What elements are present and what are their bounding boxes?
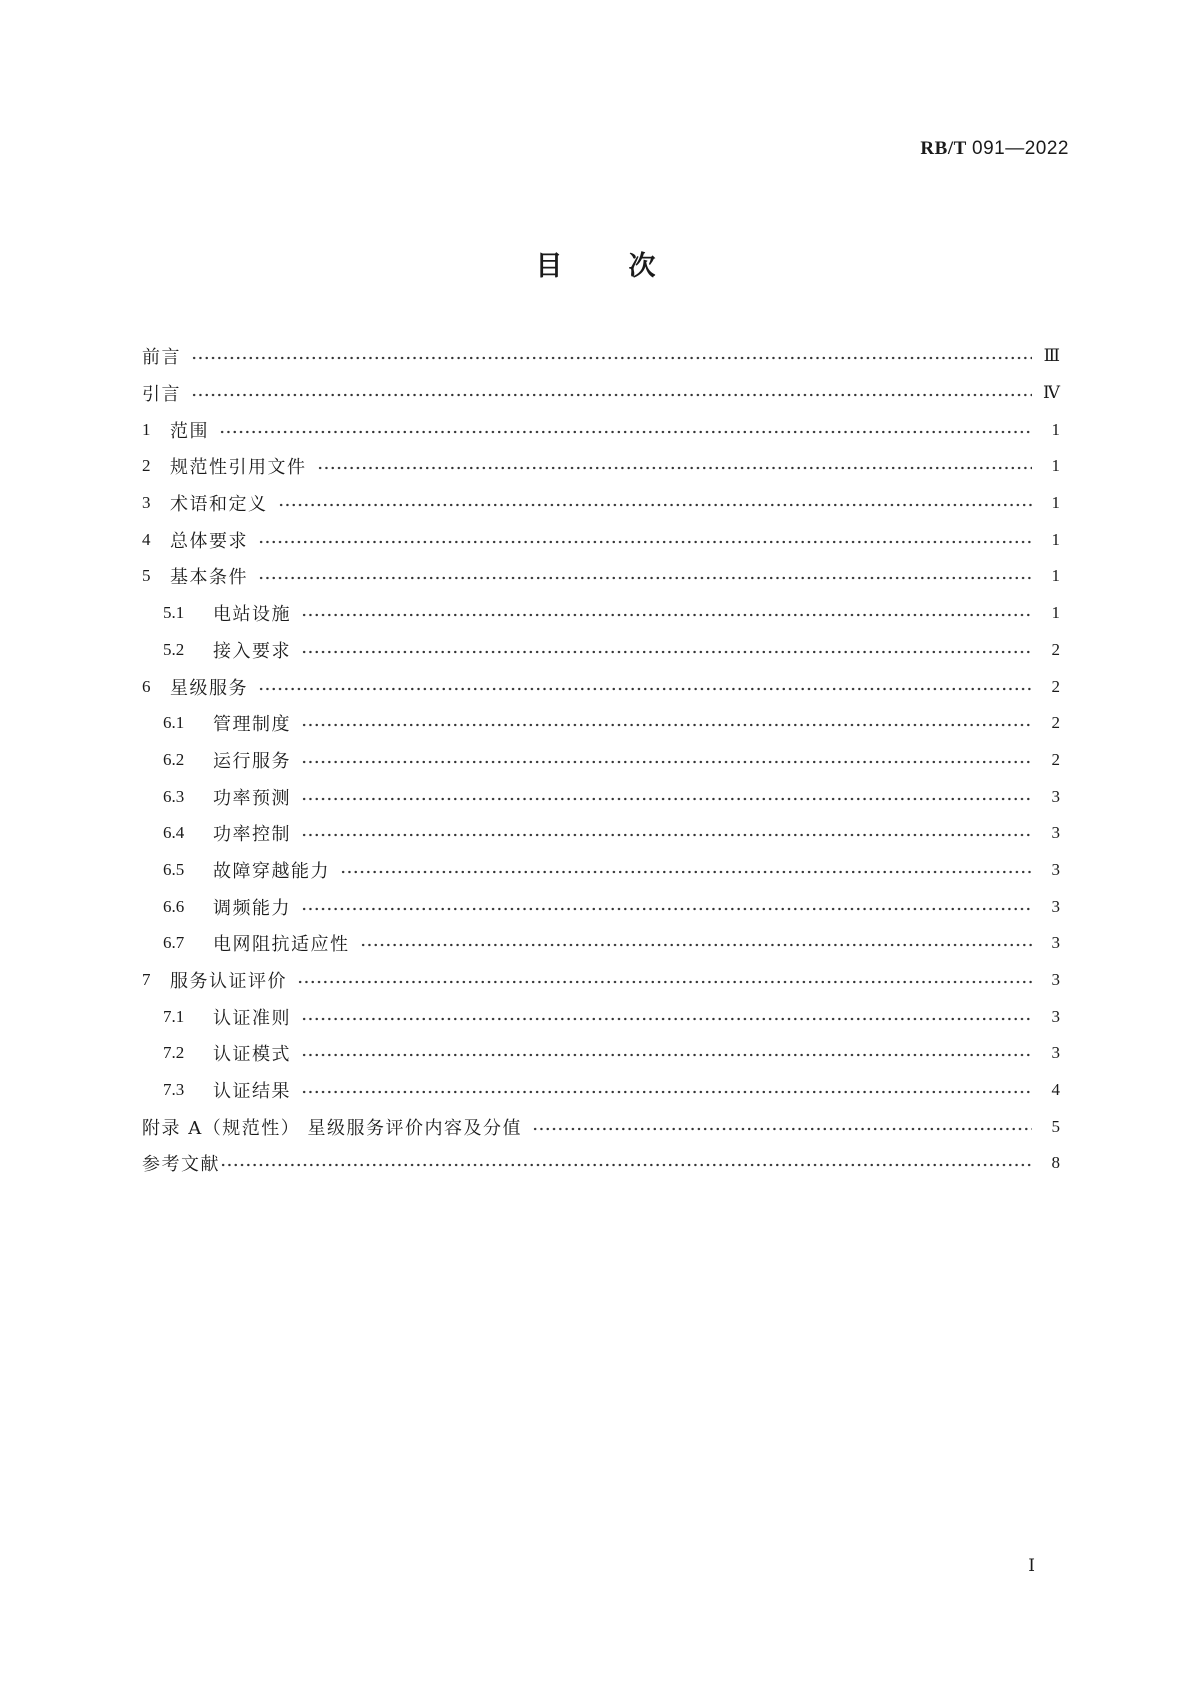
toc-entry-label: 功率控制 (213, 824, 291, 846)
toc-entry-label: 范围 (170, 420, 209, 442)
toc-entry-number: 4 (142, 529, 151, 549)
toc-entry[interactable] (142, 1072, 1060, 1109)
toc-dot-leader (301, 613, 1032, 617)
toc-dot-leader (532, 1127, 1032, 1131)
toc-dot-leader (301, 1017, 1032, 1021)
toc-entry-number: 6.1 (163, 713, 185, 733)
toc-entry-label: 认证模式 (213, 1044, 291, 1066)
toc-entry-label: 运行服务 (213, 750, 291, 772)
toc-dot-leader (301, 1090, 1032, 1094)
toc-entry-label: 电站设施 (213, 604, 291, 626)
toc-dot-leader (301, 797, 1032, 801)
toc-entry-number: 5.2 (163, 639, 185, 659)
toc-dot-leader (317, 466, 1033, 470)
toc-entry-number: 6.6 (163, 896, 185, 916)
toc-entry-page: 3 (1051, 786, 1060, 806)
toc-entry-number: 7.3 (163, 1080, 185, 1100)
toc-entry[interactable] (142, 888, 1060, 925)
toc-entry[interactable] (142, 411, 1060, 448)
toc-entry-page: 1 (1051, 493, 1060, 513)
toc-entry-page: 8 (1051, 1153, 1060, 1173)
toc-entry-number: 7.1 (163, 1006, 185, 1026)
toc-entry[interactable] (142, 668, 1060, 705)
toc-entry-number: 6.4 (163, 823, 185, 843)
toc-entry[interactable] (142, 338, 1060, 375)
toc-entry-page: 3 (1051, 896, 1060, 916)
toc-entry-label: 基本条件 (170, 567, 248, 589)
toc-dot-leader (258, 540, 1032, 544)
toc-entry-page: 2 (1051, 749, 1060, 769)
toc-dot-leader (219, 430, 1032, 434)
toc-entry-page: 1 (1051, 419, 1060, 439)
toc-dot-leader (301, 760, 1032, 764)
toc-dot-leader (278, 503, 1033, 507)
toc-entry-label: 前言 (142, 347, 181, 369)
toc-entry[interactable] (142, 815, 1060, 852)
toc-entry-page: 1 (1051, 529, 1060, 549)
toc-entry-page: 5 (1051, 1116, 1060, 1136)
toc-entry-number: 6.3 (163, 786, 185, 806)
toc-dot-leader (340, 870, 1032, 874)
toc-entry[interactable] (142, 485, 1060, 522)
toc-entry-label: 故障穿越能力 (213, 860, 330, 882)
toc-entry-page: 3 (1051, 970, 1060, 990)
standard-code (920, 138, 1069, 160)
toc-entry-label: 调频能力 (213, 897, 291, 919)
toc-entry-label: 引言 (142, 384, 181, 406)
toc-dot-leader (301, 1053, 1032, 1057)
toc-entry-page: Ⅳ (1043, 383, 1060, 403)
toc-title: 目次 (535, 251, 722, 282)
toc-entry-page: 1 (1051, 566, 1060, 586)
toc-entry-label: 服务认证评价 (170, 971, 287, 993)
toc-entry-label: 功率预测 (213, 787, 291, 809)
toc-entry[interactable] (142, 962, 1060, 999)
toc-dot-leader (360, 943, 1033, 947)
toc-entry-number: 1 (142, 419, 151, 439)
toc-entry[interactable] (142, 1108, 1060, 1145)
toc-entry-label: 规范性引用文件 (170, 457, 307, 479)
toc-entry-number: 6 (142, 676, 151, 696)
toc-entry[interactable] (142, 1035, 1060, 1072)
toc-entry[interactable] (142, 742, 1060, 779)
toc-entry-number: 7 (142, 970, 151, 990)
toc-entry-page: 1 (1051, 603, 1060, 623)
toc-dot-leader (301, 650, 1032, 654)
toc-dot-leader (191, 393, 1032, 397)
toc-entry[interactable] (142, 558, 1060, 595)
toc-entry-page: 3 (1051, 1006, 1060, 1026)
toc-entry-number: 6.5 (163, 859, 185, 879)
toc-entry[interactable] (142, 925, 1060, 962)
toc-entry-page: 2 (1051, 639, 1060, 659)
toc-entry-label: 附录 A（规范性） 星级服务评价内容及分值 (142, 1117, 522, 1139)
toc-entry[interactable] (142, 632, 1060, 669)
table-of-contents (142, 338, 1060, 1182)
toc-entry-page: 3 (1051, 823, 1060, 843)
toc-entry-label: 参考文献 (142, 1154, 220, 1176)
standard-prefix: RB/T (920, 138, 967, 159)
toc-entry-number: 5 (142, 566, 151, 586)
toc-entry[interactable] (142, 1145, 1060, 1182)
toc-entry-label: 总体要求 (170, 530, 248, 552)
toc-entry-page: 2 (1051, 676, 1060, 696)
toc-entry[interactable] (142, 998, 1060, 1035)
toc-entry-number: 5.1 (163, 603, 185, 623)
toc-entry[interactable] (142, 705, 1060, 742)
toc-entry-number: 7.2 (163, 1043, 185, 1063)
toc-entry-label: 星级服务 (170, 677, 248, 699)
toc-entry[interactable] (142, 778, 1060, 815)
toc-entry-label: 管理制度 (213, 714, 291, 736)
toc-dot-leader (301, 907, 1032, 911)
toc-dot-leader (258, 576, 1032, 580)
toc-entry[interactable] (142, 521, 1060, 558)
toc-entry-page: 3 (1051, 859, 1060, 879)
toc-entry-label: 术语和定义 (170, 494, 268, 516)
toc-entry[interactable] (142, 448, 1060, 485)
toc-entry-label: 认证准则 (213, 1007, 291, 1029)
toc-entry-page: 4 (1051, 1080, 1060, 1100)
toc-entry-number: 2 (142, 456, 151, 476)
toc-entry-page: 1 (1051, 456, 1060, 476)
page-number: Ⅰ (1028, 1556, 1035, 1575)
toc-dot-leader (191, 356, 1032, 360)
toc-entry-page: 2 (1051, 713, 1060, 733)
toc-entry-page: 3 (1051, 933, 1060, 953)
toc-entry-number: 3 (142, 493, 151, 513)
toc-entry-number: 6.2 (163, 749, 185, 769)
toc-entry-number: 6.7 (163, 933, 185, 953)
toc-dot-leader (220, 1163, 1032, 1167)
toc-dot-leader (301, 833, 1032, 837)
toc-entry[interactable] (142, 852, 1060, 889)
toc-entry-label: 认证结果 (213, 1081, 291, 1103)
toc-entry-page: 3 (1051, 1043, 1060, 1063)
toc-entry-label: 电网阻抗适应性 (213, 934, 350, 956)
toc-entry[interactable] (142, 595, 1060, 632)
toc-dot-leader (297, 980, 1032, 984)
standard-number: 091—2022 (972, 138, 1069, 159)
toc-entry[interactable] (142, 375, 1060, 412)
toc-dot-leader (258, 687, 1032, 691)
toc-entry-label: 接入要求 (213, 640, 291, 662)
toc-dot-leader (301, 723, 1032, 727)
toc-entry-page: Ⅲ (1043, 346, 1060, 366)
